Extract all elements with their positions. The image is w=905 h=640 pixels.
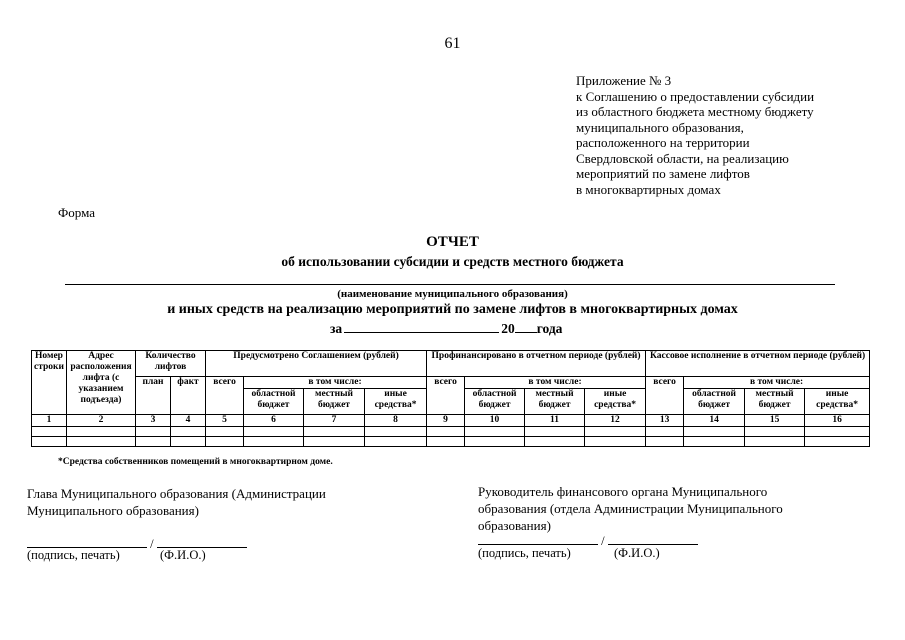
header-plan: план <box>136 377 171 415</box>
column-number: 5 <box>206 415 244 427</box>
column-number: 9 <box>427 415 465 427</box>
appendix-line: Свердловской области, на реализацию <box>576 150 789 166</box>
column-number: 15 <box>745 415 805 427</box>
column-number: 4 <box>171 415 206 427</box>
header-including: в том числе: <box>684 377 870 389</box>
appendix-line: в многоквартирных домах <box>576 181 721 197</box>
signature-line <box>27 535 147 548</box>
footnote: *Средства собственников помещений в многоквартирном доме. <box>58 457 333 467</box>
page-number: 61 <box>444 35 461 52</box>
header-cash: Кассовое исполнение в отчетном периоде (рублей) <box>646 351 870 377</box>
appendix-line: мероприятий по замене лифтов <box>576 166 750 181</box>
slash: / <box>150 537 154 551</box>
municipality-name-line <box>65 284 835 285</box>
header-other: иные средства* <box>805 389 870 415</box>
column-number: 12 <box>585 415 646 427</box>
period-za: за <box>330 321 343 336</box>
header-address: Адрес расположения лифта (с указанием подъезда) <box>67 351 136 415</box>
signature-line <box>478 532 598 545</box>
report-subtitle-2: и иных средств на реализацию мероприятий по замене лифтов в многоквартирных домах <box>167 302 738 317</box>
period-year-prefix: 20 <box>501 321 515 336</box>
column-number: 2 <box>67 415 136 427</box>
header-regional: областной бюджет <box>465 389 525 415</box>
table-row <box>32 437 870 447</box>
sign-label-right: (подпись, печать) <box>478 546 571 560</box>
appendix-line: расположенного на территории <box>576 135 750 150</box>
header-local: местный бюджет <box>304 389 365 415</box>
appendix-block <box>576 73 876 197</box>
header-regional: областной бюджет <box>244 389 304 415</box>
fio-line <box>608 532 698 545</box>
fio-line <box>157 535 247 548</box>
column-number: 6 <box>244 415 304 427</box>
header-local: местный бюджет <box>745 389 805 415</box>
report-table <box>31 350 870 447</box>
column-number: 14 <box>684 415 745 427</box>
header-total: всего <box>646 377 684 415</box>
fio-label-right: (Ф.И.О.) <box>614 546 660 560</box>
period-blank <box>344 320 499 333</box>
header-local: местный бюджет <box>525 389 585 415</box>
report-subtitle: об использовании субсидии и средств местного бюджета <box>281 254 624 269</box>
header-including: в том числе: <box>244 377 427 389</box>
column-number-row <box>32 415 870 427</box>
signature-right-title: Руководитель финансового органа Муниципального образования (отдела Администрации Муниципального образования) <box>478 484 783 533</box>
report-title: ОТЧЕТ <box>426 234 479 250</box>
header-financed: Профинансировано в отчетном периоде (рублей) <box>427 351 646 377</box>
period-year-blank <box>515 320 537 333</box>
column-number: 11 <box>525 415 585 427</box>
column-number: 7 <box>304 415 365 427</box>
header-row-number: Номер строки <box>32 351 67 415</box>
slash: / <box>601 534 605 548</box>
report-period <box>330 320 562 337</box>
header-total: всего <box>427 377 465 415</box>
column-number: 8 <box>365 415 427 427</box>
header-fact: факт <box>171 377 206 415</box>
appendix-line: из областного бюджета местному бюджету <box>576 104 814 119</box>
header-total: всего <box>206 377 244 415</box>
column-number: 3 <box>136 415 171 427</box>
sign-label-left: (подпись, печать) <box>27 548 120 562</box>
table-row <box>32 427 870 437</box>
header-regional: областной бюджет <box>684 389 745 415</box>
appendix-line: муниципального образования, <box>576 119 744 135</box>
form-label: Форма <box>58 205 95 220</box>
appendix-line: к Соглашению о предоставлении субсидии <box>576 88 815 104</box>
column-number: 10 <box>465 415 525 427</box>
column-number: 13 <box>646 415 684 427</box>
header-other: иные средства* <box>585 389 646 415</box>
appendix-line: Приложение № 3 <box>576 73 672 88</box>
period-year-suffix: года <box>536 321 563 336</box>
header-other: иные средства* <box>365 389 427 415</box>
column-number: 16 <box>805 415 870 427</box>
header-lift-count: Количество лифтов <box>136 351 206 377</box>
header-agreement: Предусмотрено Соглашением (рублей) <box>206 351 427 377</box>
municipality-caption: (наименование муниципального образования) <box>337 288 568 300</box>
signature-left-title: Глава Муниципального образования (Администрации Муниципального образования) <box>27 486 326 518</box>
header-including: в том числе: <box>465 377 646 389</box>
fio-label-left: (Ф.И.О.) <box>160 548 206 562</box>
column-number: 1 <box>32 415 67 427</box>
